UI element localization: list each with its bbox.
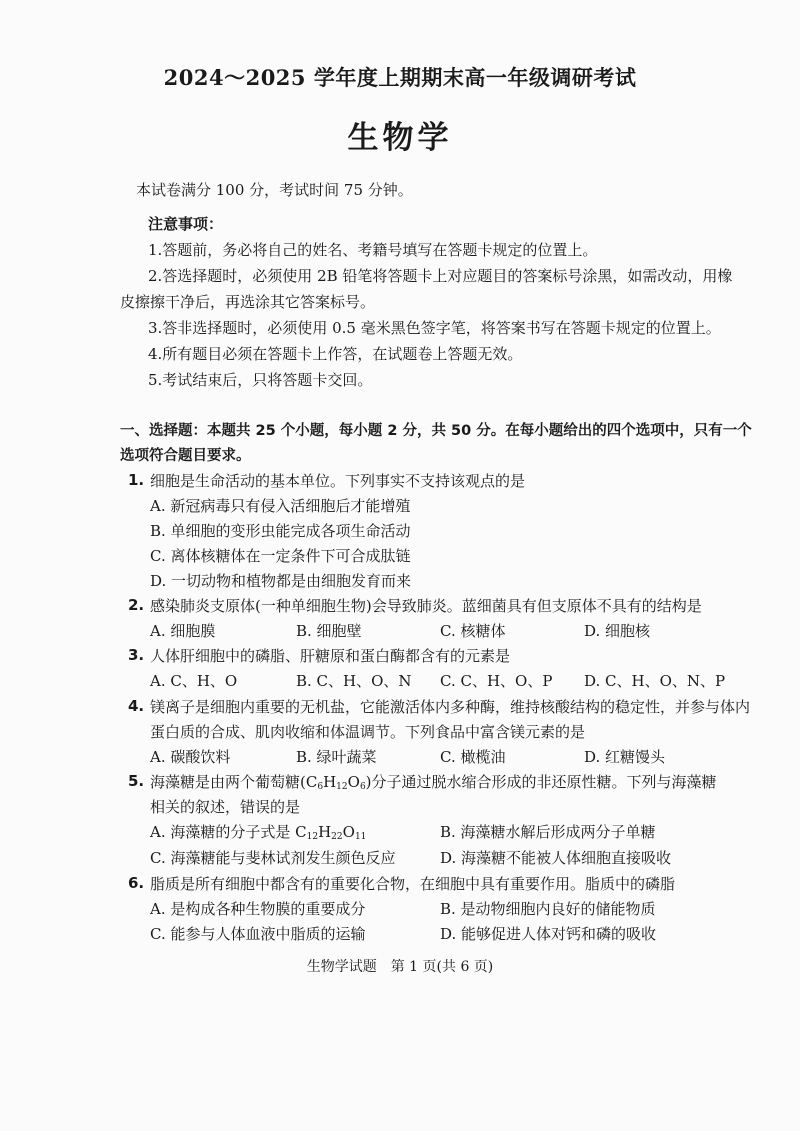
option: C. C、H、O、P	[440, 672, 553, 690]
option: C. 能参与人体血液中脂质的运输	[150, 925, 366, 943]
option-text: A. 海藻糖的分子式是 C	[150, 823, 307, 841]
stem-text: )分子通过脱水缩合形成的非还原性糖。下列与海藻糖	[365, 773, 717, 791]
option: C. 核糖体	[440, 622, 506, 640]
question-number: 1.	[128, 471, 145, 489]
subscript: 12	[336, 782, 348, 792]
option: B. 是动物细胞内良好的储能物质	[440, 900, 656, 918]
option: D. 红糖馒头	[584, 748, 666, 766]
subscript: 6	[317, 782, 324, 792]
stem-text: O	[347, 773, 360, 791]
option: C. 海藻糖能与斐林试剂发生颜色反应	[150, 849, 396, 867]
option-text: O	[342, 823, 355, 841]
question-number: 4.	[128, 697, 145, 715]
option: A. 细胞膜	[150, 622, 216, 640]
option: D. 海藻糖不能被人体细胞直接吸收	[440, 849, 672, 867]
subject-title: 生物学	[347, 120, 453, 156]
subscript: 12	[306, 832, 319, 842]
question-stem-cont: 蛋白质的合成、肌肉收缩和体温调节。下列食品中富含镁元素的是	[150, 723, 586, 741]
section-heading-cont: 选项符合题目要求。	[120, 448, 251, 464]
question-stem: 人体肝细胞中的磷脂、肝糖原和蛋白酶都含有的元素是	[150, 647, 511, 665]
notice-item: 4.所有题目必须在答题卡上作答，在试题卷上答题无效。	[148, 345, 523, 363]
option: B. 海藻糖水解后形成两分子单糖	[440, 823, 656, 841]
option: B. 单细胞的变形虫能完成各项生命活动	[150, 522, 411, 540]
notice-item: 5.考试结束后，只将答题卡交回。	[148, 371, 373, 389]
notice-item: 1.答题前，务必将自己的姓名、考籍号填写在答题卡规定的位置上。	[148, 241, 598, 259]
question-number: 5.	[128, 772, 145, 790]
section-heading: 一、选择题：本题共 25 个小题，每小题 2 分，共 50 分。在每小题给出的四个选项中，只有一个	[120, 423, 752, 439]
subscript: 6	[359, 782, 366, 792]
option: D. 一切动物和植物都是由细胞发育而来	[150, 572, 412, 590]
option: C. 离体核糖体在一定条件下可合成肽链	[150, 547, 411, 565]
notice-title: 注意事项：	[148, 215, 224, 233]
option: A. C、H、O	[150, 672, 238, 690]
question-stem: 感染肺炎支原体(一种单细胞生物)会导致肺炎。蓝细菌具有但支原体不具有的结构是	[150, 597, 702, 615]
option: B. 绿叶蔬菜	[296, 748, 377, 766]
question-stem: 细胞是生命活动的基本单位。下列事实不支持该观点的是	[150, 472, 526, 490]
question-number: 6.	[128, 874, 145, 892]
option: D. 细胞核	[584, 622, 651, 640]
option: A. 碳酸饮料	[150, 748, 231, 766]
option	[150, 822, 366, 847]
option: A. 新冠病毒只有侵入活细胞后才能增殖	[150, 497, 411, 515]
subscript: 11	[354, 832, 367, 842]
notice-item: 2.答选择题时，必须使用 2B 铅笔将答题卡上对应题目的答案标号涂黑，如需改动，用橡	[148, 267, 733, 285]
exam-title: 2024～2025 学年度上期期末高一年级调研考试	[163, 65, 637, 90]
stem-text: H	[323, 773, 337, 791]
option: B. C、H、O、N	[296, 672, 412, 690]
question-stem: 脂质是所有细胞中都含有的重要化合物，在细胞中具有重要作用。脂质中的磷脂	[150, 875, 676, 893]
stem-text: 海藻糖是由两个葡萄糖(C	[150, 773, 318, 791]
option: D. C、H、O、N、P	[584, 672, 726, 690]
option: A. 是构成各种生物膜的重要成分	[150, 900, 366, 918]
question-number: 2.	[128, 596, 145, 614]
subscript: 22	[331, 832, 343, 842]
notice-item: 皮擦擦干净后，再选涂其它答案标号。	[120, 293, 376, 311]
notice-item: 3.答非选择题时，必须使用 0.5 毫米黑色签字笔，将答案书写在答题卡规定的位置上。	[148, 319, 721, 337]
question-stem-cont: 相关的叙述，错误的是	[150, 798, 301, 816]
score-time-text: 本试卷满分 100 分，考试时间 75 分钟。	[136, 181, 413, 199]
option: B. 细胞壁	[296, 622, 362, 640]
option-text: H	[318, 823, 332, 841]
question-number: 3.	[128, 646, 145, 664]
question-stem: 镁离子是细胞内重要的无机盐，它能激活体内多种酶，维持核酸结构的稳定性，并参与体内	[150, 698, 751, 716]
page-footer: 生物学试题 第 1 页(共 6 页)	[306, 959, 494, 975]
question-stem	[150, 772, 717, 797]
option: D. 能够促进人体对钙和磷的吸收	[440, 925, 657, 943]
option: C. 橄榄油	[440, 748, 506, 766]
